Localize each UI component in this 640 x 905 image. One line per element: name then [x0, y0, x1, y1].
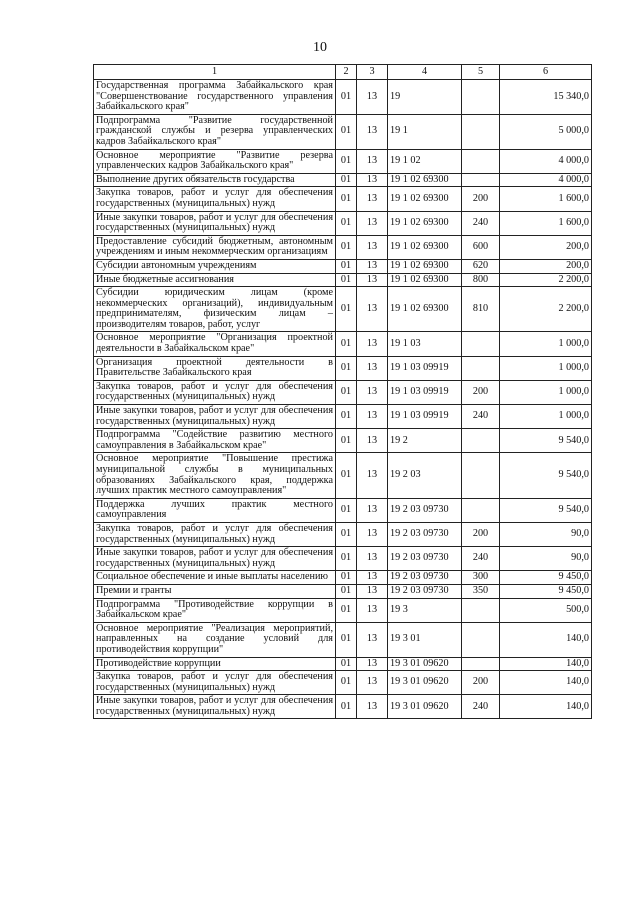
row-amount-cell: 1 600,0: [500, 187, 592, 211]
row-amount-cell: 9 540,0: [500, 498, 592, 522]
row-target-article-cell: 19 3 01: [388, 622, 462, 657]
row-amount-cell: 140,0: [500, 695, 592, 719]
row-section-cell: 01: [336, 332, 357, 356]
row-amount-cell: 140,0: [500, 671, 592, 695]
row-subsection-cell: 13: [357, 114, 388, 149]
row-target-article-cell: 19 1 02 69300: [388, 173, 462, 187]
row-target-article-cell: 19 1 03 09919: [388, 380, 462, 404]
row-section-cell: 01: [336, 547, 357, 571]
row-name-cell: Иные закупки товаров, работ и услуг для обеспечения государственных (муниципальных) нужд: [94, 405, 336, 429]
header-cell: 6: [500, 65, 592, 80]
row-target-article-cell: 19 2 03 09730: [388, 571, 462, 585]
row-subsection-cell: 13: [357, 671, 388, 695]
row-amount-cell: 140,0: [500, 622, 592, 657]
table-row: [94, 657, 592, 671]
header-cell: 4: [388, 65, 462, 80]
row-section-cell: 01: [336, 114, 357, 149]
row-subsection-cell: 13: [357, 173, 388, 187]
table-row: [94, 547, 592, 571]
row-name-cell: Социальное обеспечение и иные выплаты населению: [94, 571, 336, 585]
row-target-article-cell: 19 3: [388, 598, 462, 622]
row-expense-type-cell: [462, 173, 500, 187]
table-row: [94, 259, 592, 273]
row-section-cell: 01: [336, 356, 357, 380]
row-name-cell: Субсидии автономным учреждениям: [94, 259, 336, 273]
row-target-article-cell: 19 1 03 09919: [388, 356, 462, 380]
row-name-cell: Закупка товаров, работ и услуг для обеспечения государственных (муниципальных) нужд: [94, 380, 336, 404]
row-amount-cell: 9 540,0: [500, 429, 592, 453]
row-target-article-cell: 19 2 03: [388, 453, 462, 498]
table-row: [94, 622, 592, 657]
row-name-cell: Премии и гранты: [94, 584, 336, 598]
page-number: 10: [313, 40, 327, 55]
row-expense-type-cell: 240: [462, 405, 500, 429]
row-section-cell: 01: [336, 80, 357, 115]
row-amount-cell: 2 200,0: [500, 287, 592, 332]
row-name-cell: Государственная программа Забайкальского края "Совершенствование государственного управления Забайкальского края": [94, 80, 336, 115]
table-row: [94, 273, 592, 287]
row-name-cell: Основное мероприятие "Реализация мероприятий, направленных на создание условий для противодействия коррупции": [94, 622, 336, 657]
row-target-article-cell: 19 2 03 09730: [388, 547, 462, 571]
row-name-cell: Организация проектной деятельности в Правительстве Забайкальского края: [94, 356, 336, 380]
header-cell: 1: [94, 65, 336, 80]
row-expense-type-cell: [462, 80, 500, 115]
row-amount-cell: 1 000,0: [500, 405, 592, 429]
row-expense-type-cell: 350: [462, 584, 500, 598]
row-name-cell: Иные закупки товаров, работ и услуг для обеспечения государственных (муниципальных) нужд: [94, 547, 336, 571]
row-target-article-cell: 19 1 02 69300: [388, 273, 462, 287]
table-row: [94, 287, 592, 332]
row-subsection-cell: 13: [357, 211, 388, 235]
row-subsection-cell: 13: [357, 235, 388, 259]
row-expense-type-cell: 200: [462, 380, 500, 404]
row-expense-type-cell: [462, 356, 500, 380]
row-amount-cell: 90,0: [500, 547, 592, 571]
row-name-cell: Противодействие коррупции: [94, 657, 336, 671]
row-name-cell: Основное мероприятие "Организация проектной деятельности в Забайкальском крае": [94, 332, 336, 356]
row-subsection-cell: 13: [357, 498, 388, 522]
budget-table: [93, 64, 592, 719]
row-section-cell: 01: [336, 429, 357, 453]
row-expense-type-cell: [462, 149, 500, 173]
row-expense-type-cell: 800: [462, 273, 500, 287]
row-expense-type-cell: [462, 332, 500, 356]
row-subsection-cell: 13: [357, 149, 388, 173]
row-subsection-cell: 13: [357, 622, 388, 657]
row-amount-cell: 200,0: [500, 259, 592, 273]
row-amount-cell: 9 540,0: [500, 453, 592, 498]
table-header-row: [94, 65, 592, 80]
row-target-article-cell: 19 1 02 69300: [388, 187, 462, 211]
row-name-cell: Предоставление субсидий бюджетным, автономным учреждениям и иным некоммерческим организациям: [94, 235, 336, 259]
row-expense-type-cell: 200: [462, 187, 500, 211]
row-name-cell: Основное мероприятие "Развитие резерва управленческих кадров Забайкальского края": [94, 149, 336, 173]
row-expense-type-cell: 300: [462, 571, 500, 585]
row-target-article-cell: 19 1 02 69300: [388, 287, 462, 332]
table-row: [94, 671, 592, 695]
table-row: [94, 571, 592, 585]
row-section-cell: 01: [336, 522, 357, 546]
row-section-cell: 01: [336, 584, 357, 598]
row-name-cell: Закупка товаров, работ и услуг для обеспечения государственных (муниципальных) нужд: [94, 522, 336, 546]
table-row: [94, 80, 592, 115]
row-amount-cell: 1 000,0: [500, 332, 592, 356]
row-target-article-cell: 19 1 03 09919: [388, 405, 462, 429]
row-section-cell: 01: [336, 259, 357, 273]
row-subsection-cell: 13: [357, 453, 388, 498]
header-cell: 3: [357, 65, 388, 80]
table-row: [94, 380, 592, 404]
row-target-article-cell: 19 3 01 09620: [388, 671, 462, 695]
row-expense-type-cell: [462, 657, 500, 671]
row-amount-cell: 1 600,0: [500, 211, 592, 235]
row-subsection-cell: 13: [357, 273, 388, 287]
row-expense-type-cell: 240: [462, 695, 500, 719]
row-amount-cell: 4 000,0: [500, 173, 592, 187]
row-target-article-cell: 19 1: [388, 114, 462, 149]
table-row: [94, 522, 592, 546]
row-subsection-cell: 13: [357, 80, 388, 115]
row-expense-type-cell: 240: [462, 211, 500, 235]
row-section-cell: 01: [336, 273, 357, 287]
row-subsection-cell: 13: [357, 522, 388, 546]
row-target-article-cell: 19 1 02: [388, 149, 462, 173]
row-target-article-cell: 19 2 03 09730: [388, 522, 462, 546]
row-name-cell: Иные бюджетные ассигнования: [94, 273, 336, 287]
table-row: [94, 584, 592, 598]
row-section-cell: 01: [336, 211, 357, 235]
row-subsection-cell: 13: [357, 187, 388, 211]
table-row: [94, 235, 592, 259]
row-amount-cell: 2 200,0: [500, 273, 592, 287]
row-section-cell: 01: [336, 173, 357, 187]
row-expense-type-cell: 620: [462, 259, 500, 273]
row-amount-cell: 90,0: [500, 522, 592, 546]
row-subsection-cell: 13: [357, 657, 388, 671]
row-subsection-cell: 13: [357, 429, 388, 453]
row-target-article-cell: 19 3 01 09620: [388, 657, 462, 671]
row-name-cell: Поддержка лучших практик местного самоуправления: [94, 498, 336, 522]
row-expense-type-cell: 200: [462, 522, 500, 546]
row-section-cell: 01: [336, 187, 357, 211]
row-section-cell: 01: [336, 657, 357, 671]
table-row: [94, 429, 592, 453]
row-expense-type-cell: [462, 498, 500, 522]
table-row: [94, 356, 592, 380]
row-target-article-cell: 19 1 02 69300: [388, 211, 462, 235]
row-section-cell: 01: [336, 287, 357, 332]
row-amount-cell: 200,0: [500, 235, 592, 259]
row-section-cell: 01: [336, 405, 357, 429]
row-name-cell: Подпрограмма "Противодействие коррупции в Забайкальском крае": [94, 598, 336, 622]
row-section-cell: 01: [336, 571, 357, 585]
row-subsection-cell: 13: [357, 584, 388, 598]
row-name-cell: Закупка товаров, работ и услуг для обеспечения государственных (муниципальных) нужд: [94, 187, 336, 211]
row-subsection-cell: 13: [357, 547, 388, 571]
row-section-cell: 01: [336, 598, 357, 622]
row-subsection-cell: 13: [357, 598, 388, 622]
row-amount-cell: 15 340,0: [500, 80, 592, 115]
row-name-cell: Иные закупки товаров, работ и услуг для обеспечения государственных (муниципальных) нужд: [94, 211, 336, 235]
row-target-article-cell: 19 1 03: [388, 332, 462, 356]
row-name-cell: Основное мероприятие "Повышение престижа муниципальной службы в муниципальных образованиях Забайкальского края, поддержка лучших практик местного самоуправления": [94, 453, 336, 498]
row-amount-cell: 500,0: [500, 598, 592, 622]
row-subsection-cell: 13: [357, 287, 388, 332]
row-subsection-cell: 13: [357, 695, 388, 719]
row-expense-type-cell: 600: [462, 235, 500, 259]
table-row: [94, 695, 592, 719]
row-name-cell: Подпрограмма "Развитие государственной гражданской службы и резерва управленческих кадров Забайкальского края": [94, 114, 336, 149]
row-expense-type-cell: [462, 622, 500, 657]
row-subsection-cell: 13: [357, 356, 388, 380]
row-name-cell: Подпрограмма "Содействие развитию местного самоуправления в Забайкальском крае": [94, 429, 336, 453]
row-expense-type-cell: [462, 598, 500, 622]
table-body: [94, 80, 592, 719]
row-expense-type-cell: 240: [462, 547, 500, 571]
row-amount-cell: 1 000,0: [500, 380, 592, 404]
row-subsection-cell: 13: [357, 405, 388, 429]
row-target-article-cell: 19 2 03 09730: [388, 498, 462, 522]
row-name-cell: Выполнение других обязательств государства: [94, 173, 336, 187]
table-row: [94, 598, 592, 622]
row-expense-type-cell: [462, 114, 500, 149]
row-target-article-cell: 19: [388, 80, 462, 115]
row-subsection-cell: 13: [357, 571, 388, 585]
table-row: [94, 453, 592, 498]
row-section-cell: 01: [336, 671, 357, 695]
row-target-article-cell: 19 1 02 69300: [388, 259, 462, 273]
row-amount-cell: 1 000,0: [500, 356, 592, 380]
row-subsection-cell: 13: [357, 259, 388, 273]
table-row: [94, 149, 592, 173]
row-amount-cell: 9 450,0: [500, 584, 592, 598]
row-section-cell: 01: [336, 149, 357, 173]
row-expense-type-cell: [462, 429, 500, 453]
row-amount-cell: 4 000,0: [500, 149, 592, 173]
table-row: [94, 187, 592, 211]
header-cell: 5: [462, 65, 500, 80]
table-row: [94, 114, 592, 149]
row-section-cell: 01: [336, 380, 357, 404]
row-section-cell: 01: [336, 235, 357, 259]
table-row: [94, 173, 592, 187]
row-target-article-cell: 19 2 03 09730: [388, 584, 462, 598]
row-name-cell: Иные закупки товаров, работ и услуг для обеспечения государственных (муниципальных) нужд: [94, 695, 336, 719]
table-row: [94, 405, 592, 429]
row-name-cell: Закупка товаров, работ и услуг для обеспечения государственных (муниципальных) нужд: [94, 671, 336, 695]
row-expense-type-cell: 810: [462, 287, 500, 332]
row-section-cell: 01: [336, 498, 357, 522]
row-section-cell: 01: [336, 695, 357, 719]
row-amount-cell: 9 450,0: [500, 571, 592, 585]
row-expense-type-cell: 200: [462, 671, 500, 695]
header-cell: 2: [336, 65, 357, 80]
row-amount-cell: 140,0: [500, 657, 592, 671]
row-expense-type-cell: [462, 453, 500, 498]
table-row: [94, 498, 592, 522]
table-row: [94, 332, 592, 356]
table-row: [94, 211, 592, 235]
row-target-article-cell: 19 3 01 09620: [388, 695, 462, 719]
row-subsection-cell: 13: [357, 380, 388, 404]
row-target-article-cell: 19 2: [388, 429, 462, 453]
row-amount-cell: 5 000,0: [500, 114, 592, 149]
row-target-article-cell: 19 1 02 69300: [388, 235, 462, 259]
row-section-cell: 01: [336, 453, 357, 498]
row-subsection-cell: 13: [357, 332, 388, 356]
row-name-cell: Субсидии юридическим лицам (кроме некоммерческих организаций), индивидуальным предпринимателям, физическим лицам – производителям товаров, работ, услуг: [94, 287, 336, 332]
row-section-cell: 01: [336, 622, 357, 657]
